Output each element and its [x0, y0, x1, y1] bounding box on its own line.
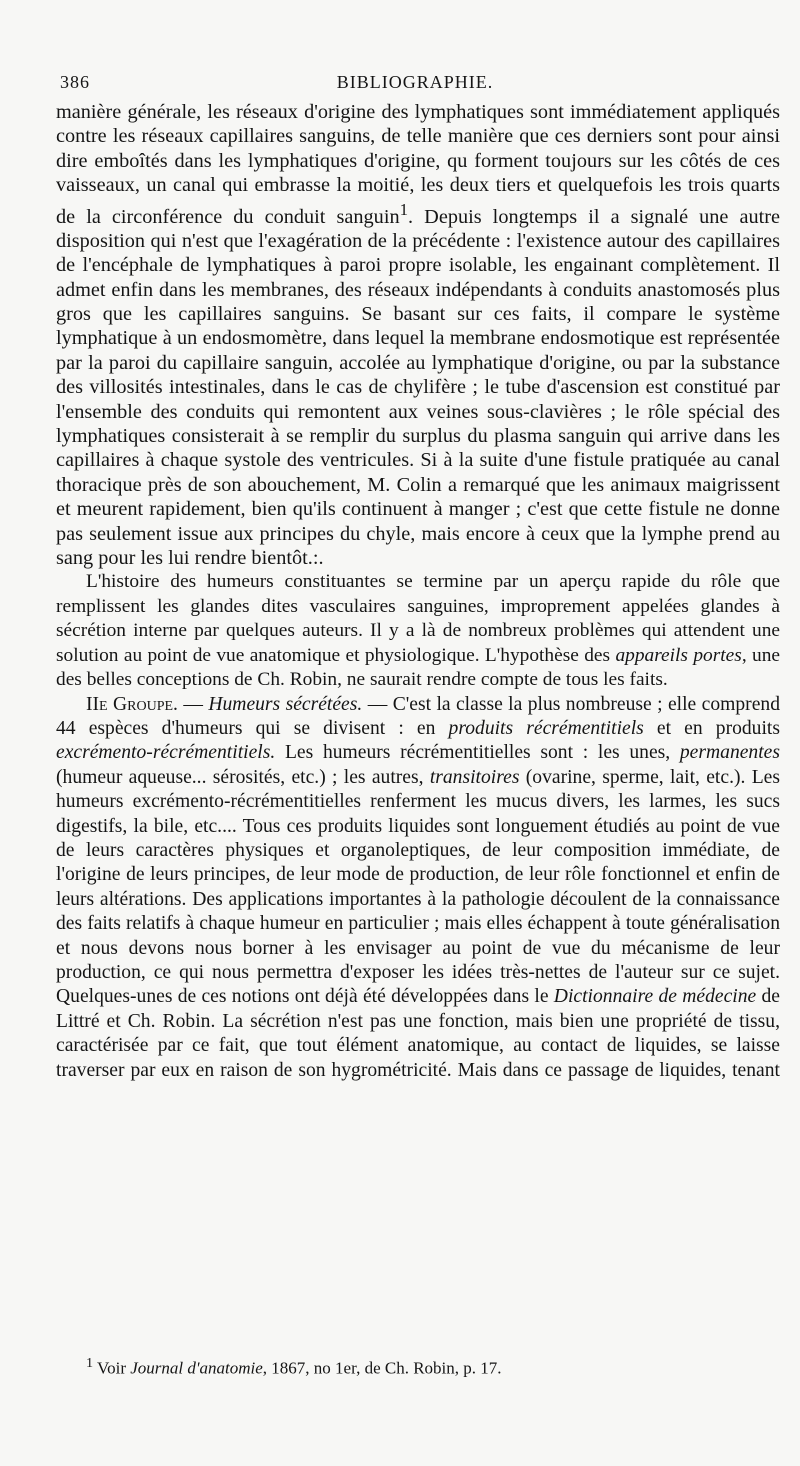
paragraph-lymphatic-networks: manière générale, les réseaux d'origine des lymphatiques sont immédiatement appliqués contre les réseaux capillaires sanguins, de telle manière que ces derniers sont pour ainsi dire emboîtés dans les lymphatiques d'origine, qu forment toujours sur les côtés de ces vaisseaux, un canal qui embrasse la moitié, les deux tiers et quelquefois les trois quarts de la circonférence du conduit sanguin$^1$. Depuis longtemps il a signalé une autre disposition qui n'est que l'exagération de la précédente : l'existence autour des capillaires de l'encéphale de lymphatiques à paroi propre isolable, les engainant complètement. Il admet enfin dans les membranes, des réseaux indépendants à conduits anastomosés plus gros que les capillaires sanguins. Se basant sur ces faits, il compare le système lymphatique à un endosmomètre, dans lequel la membrane endosmotique est représentée par la paroi du capillaire sanguin, accolée au lymphatique d'origine, ou par la substance des villosités intestinales, dans le cas de chylifère ; le tube d'ascension est constitué par l'ensemble des conduits qui remontent aux veines sous-clavières ; le rôle spécial des lymphatiques consisterait à se remplir du surplus du plasma sanguin qui arrive dans les capillaires à chaque systole des ventricules. Si à la suite d'une fistule pratiquée au canal thoracique près de son abouchement, M. Colin a remarqué que les animaux maigrissent et meurent rapidement, bien qu'ils continuent à manger ; c'est que cette fistule ne donne pas seulement issue aux principes du chyle, mais encore à ceux que la lymphe prend au sang pour les lui rendre bientôt.:.: [56, 101, 780, 570]
footnote-journal: Journal d'anatomie: [130, 1358, 263, 1378]
page-header: [60, 72, 770, 96]
footnote: $^1$ Voir Journal d'anatomie, 1867, no 1er, de Ch. Robin, p. 17.: [86, 1355, 502, 1378]
running-head: BIBLIOGRAPHIE.: [336, 72, 494, 92]
section-label: IIe Groupe.: [86, 693, 178, 715]
paragraph-vascular-glands: L'histoire des humeurs constituantes se termine par un aperçu rapide du rôle que remplissent les glandes dites vasculaires sanguines, improprement appelées glandes à sécrétion interne par quelques auteurs. Il y a là de nombreux problèmes qui attendent une solution au point de vue anatomique et physiologique. L'hypothèse des appareils portes, une des belles conceptions de Ch. Robin, ne saurait rendre compte de tous les faits.: [56, 571, 781, 691]
paragraph-secreted-humors: IIe Groupe. — Humeurs sécrétées. — C'est la classe la plus nombreuse ; elle comprend 44 espèces d'humeurs qui se divisent : en produits récrémentitiels et en produits excrémento-récrémentitiels. Les humeurs récrémentitielles sont : les unes, permanentes (humeur aqueuse... sérosités, etc.) ; les autres, transitoires (ovarine, sperme, lait, etc.). Les humeurs excrémento-récrémentitielles renferment les mucus divers, les larmes, les sucs digestifs, la bile, etc.... Tous ces produits liquides sont longuement étudiés au point de vue de leurs caractères physiques et organoleptiques, de leur composition immédiate, de l'origine de leurs principes, de leur mode de production, de leur rôle fonctionnel et enfin de leurs altérations. Des applications importantes à la pathologie découlent de la connaissance des faits relatifs à chaque humeur en particulier ; mais elles échappent à toute généralisation et nous devons nous borner à les envisager au point de vue du mécanisme de leur production, ce qui nous permettra d'exposer les idées très-nettes de l'auteur sur ce sujet. Quelques-unes de ces notions ont déjà été développées dans le Dictionnaire de médecine de Littré et Ch. Robin. La sécrétion n'est pas une fonction, mais bien une propriété de tissu, caractérisée par ce fait, que tout élément anatomique, au contact de liquides, se laisse traverser par eux en raison de son hygrométricité. Mais dans ce passage de liquides, tenant: [56, 693, 781, 1081]
section-title: Humeurs sécrétées.: [208, 693, 363, 715]
body-text: [56, 100, 780, 1083]
footnote-marker: 1: [86, 1355, 94, 1371]
page-number: 386: [60, 72, 90, 92]
footnote-ref: 1: [399, 199, 409, 219]
